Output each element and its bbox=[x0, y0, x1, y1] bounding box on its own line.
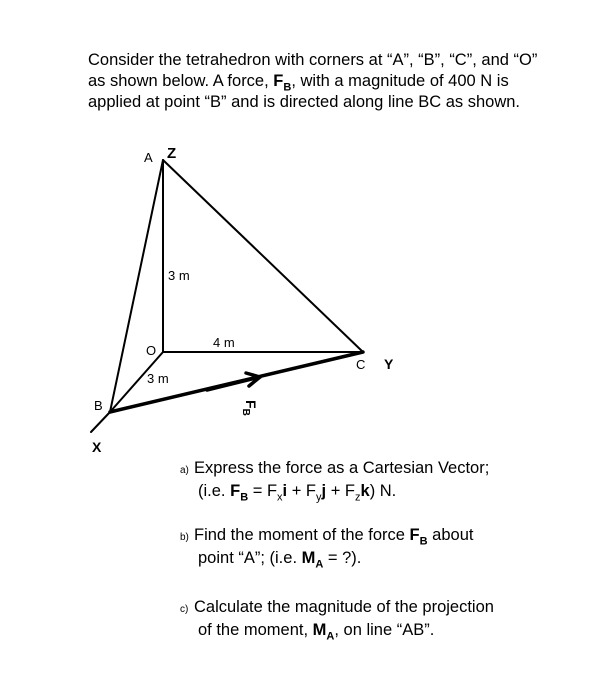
question-a bbox=[180, 458, 580, 502]
question-a-line2: (i.e. $F_B = F_xi + F_yj + F_zk$) N. bbox=[198, 482, 397, 504]
question-c-line2: of the moment, $M_A$, on line “AB”. bbox=[198, 621, 435, 643]
question-b-line2: point “A”; (i.e. $M_A$ = ?). bbox=[198, 549, 362, 571]
force-label-sub: B bbox=[240, 408, 251, 416]
label-axis-z: Z bbox=[167, 145, 177, 162]
question-a-line1: Express the force as a Cartesian Vector; bbox=[194, 459, 490, 477]
question-b: b) Find the moment of the force $F_B$ about point “A”; (i.e. $M_A$ = ?). bbox=[180, 525, 580, 569]
force-subscript: B bbox=[283, 81, 292, 94]
label-point-c: C bbox=[356, 357, 366, 372]
edge-ac bbox=[163, 160, 363, 352]
label-point-b: B bbox=[94, 398, 103, 413]
label-axis-y: Y bbox=[384, 356, 394, 372]
question-c bbox=[180, 597, 580, 641]
dimension-ob: 3 m bbox=[147, 371, 169, 386]
axis-x-line bbox=[91, 412, 110, 432]
intro-text-2: , with a magnitude of 400 N is applied at point “B” and is directed along line BC as shown. bbox=[88, 72, 521, 111]
label-point-a: A bbox=[144, 150, 153, 165]
label-point-o: O bbox=[146, 343, 157, 358]
label-axis-x: X bbox=[92, 439, 102, 455]
force-label bbox=[240, 400, 259, 416]
force-label-letter: F bbox=[243, 400, 259, 409]
question-a-marker: a) bbox=[180, 465, 189, 476]
intro-text-1: Consider the tetrahedron with corners at “A”, “B”, “C”, and “O” as shown below. A force, bbox=[88, 51, 538, 90]
question-c-line1: Calculate the magnitude of the projection bbox=[194, 598, 494, 616]
question-c-marker: c) bbox=[180, 604, 189, 615]
question-b-marker: b) bbox=[180, 532, 189, 543]
force-symbol: F bbox=[273, 72, 284, 90]
dimension-oc: 4 m bbox=[213, 335, 235, 350]
dimension-oa: 3 m bbox=[168, 268, 190, 283]
